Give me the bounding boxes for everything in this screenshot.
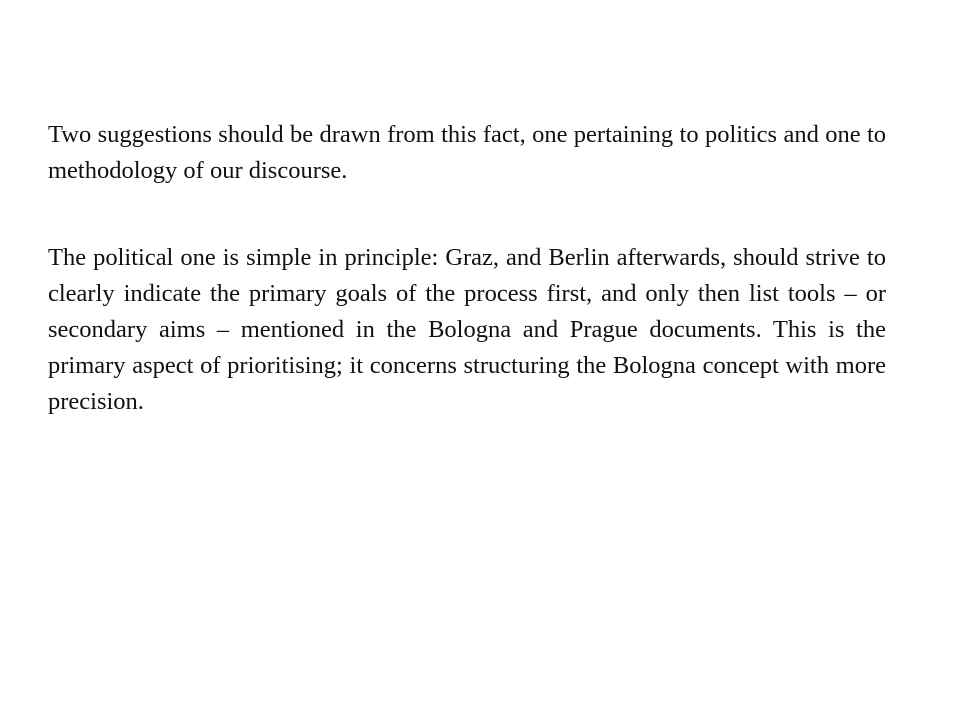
- paragraph-suggestions: Two suggestions should be drawn from this fact, one pertaining to politics and one to methodology of our discourse.: [48, 121, 886, 184]
- paragraph-political: The political one is simple in principle: Graz, and Berlin afterwards, should strive to clearly indicate the primary goals of the process first, and only then list tools – or secondary aims – mentioned in the Bologna and Prague documents. This is the primary aspect of prioritising; it concerns structuring the Bologna concept with more precision.: [48, 244, 886, 415]
